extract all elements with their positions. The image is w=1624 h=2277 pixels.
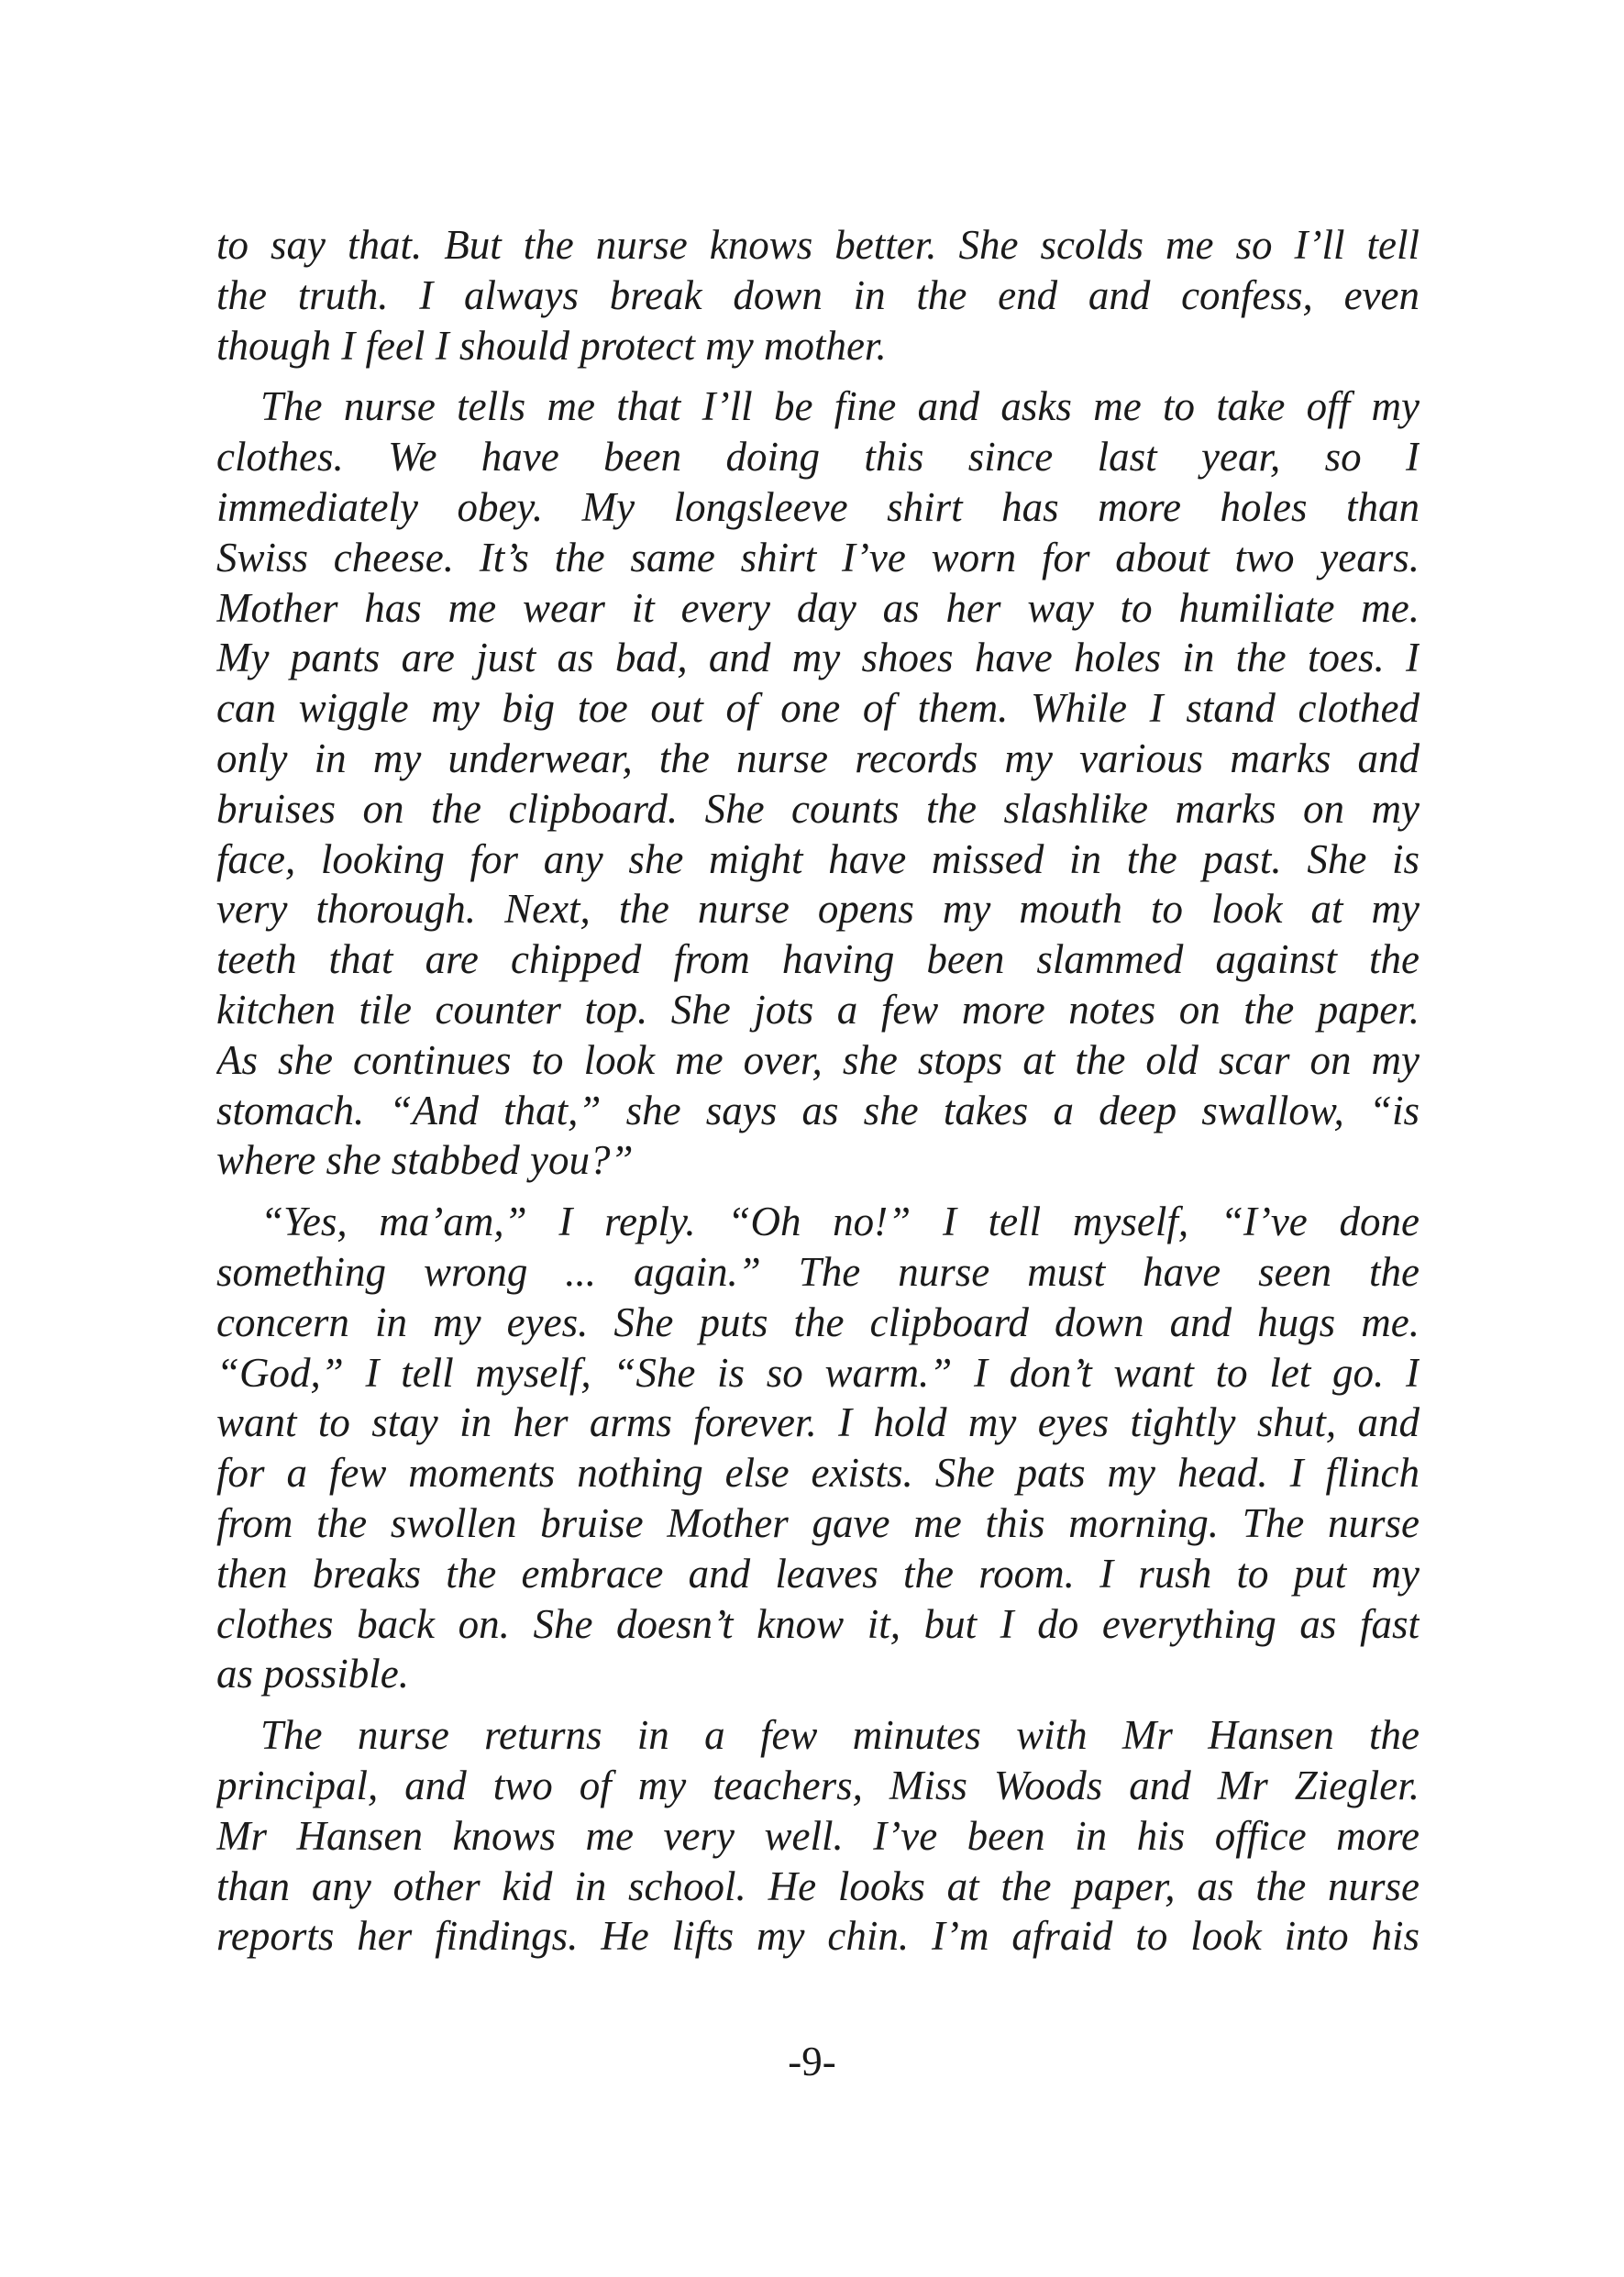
paragraph-2	[216, 381, 1420, 1186]
text-line: kitchen tile counter top. She jots a few more notes on the paper.	[216, 986, 1420, 1033]
text-line: immediately obey. My longsleeve shirt has more holes than	[216, 483, 1420, 530]
text-line: As she continues to look me over, she stops at the old scar on my	[216, 1036, 1420, 1083]
paragraph-4	[216, 1710, 1420, 1962]
paragraph-1	[216, 220, 1420, 370]
text-line: stomach. “And that,” she says as she takes a deep swallow, “is	[216, 1087, 1420, 1133]
text-line: for a few moments nothing else exists. She pats my head. I flinch	[216, 1450, 1420, 1497]
text-line: where she stabbed you?”	[216, 1137, 634, 1184]
text-line: The nurse returns in a few minutes with Mr Hansen the	[260, 1712, 1420, 1759]
text-line: something wrong ... again.” The nurse must have seen the	[216, 1248, 1420, 1295]
text-line: principal, and two of my teachers, Miss Woods and Mr Ziegler.	[216, 1762, 1420, 1808]
paragraph-3	[216, 1197, 1420, 1699]
text-line: as possible.	[216, 1651, 410, 1697]
text-line: then breaks the embrace and leaves the room. I rush to put my	[216, 1550, 1420, 1597]
text-line: “Yes, ma’am,” I reply. “Oh no!” I tell myself, “I’ve done	[260, 1199, 1420, 1245]
text-line: though I feel I should protect my mother.	[216, 322, 887, 369]
text-line: Mother has me wear it every day as her way to humiliate me.	[216, 584, 1420, 631]
paragraph-gap	[216, 1186, 1420, 1197]
text-line: teeth that are chipped from having been slammed against the	[216, 936, 1420, 983]
text-line: very thorough. Next, the nurse opens my mouth to look at my	[216, 886, 1420, 933]
text-line: “God,” I tell myself, “She is so warm.” I don’t want to let go. I	[216, 1349, 1420, 1396]
text-line: from the swollen bruise Mother gave me this morning. The nurse	[216, 1499, 1420, 1546]
paragraph-gap	[216, 370, 1420, 381]
text-line: clothes. We have been doing this since last year, so I	[216, 434, 1420, 481]
text-line: concern in my eyes. She puts the clipboard down and hugs me.	[216, 1299, 1420, 1345]
page-number: -9-	[788, 2039, 836, 2084]
text-line: than any other kid in school. He looks at the paper, as the nurse	[216, 1862, 1420, 1909]
text-line: want to stay in her arms forever. I hold my eyes tightly shut, and	[216, 1399, 1420, 1446]
text-line: Swiss cheese. It’s the same shirt I’ve worn for about two years.	[216, 534, 1420, 580]
text-line: bruises on the clipboard. She counts the slashlike marks on my	[216, 785, 1420, 832]
text-line: the truth. I always break down in the end and confess, even	[216, 271, 1420, 318]
text-line: clothes back on. She doesn’t know it, but I do everything as fast	[216, 1600, 1420, 1647]
text-line: to say that. But the nurse knows better. She scolds me so I’ll tell	[216, 222, 1420, 268]
text-line: The nurse tells me that I’ll be fine and asks me to take off my	[260, 383, 1420, 430]
text-line: reports her findings. He lifts my chin. I’m afraid to look into his	[216, 1913, 1420, 1960]
page-body	[216, 220, 1420, 1962]
text-line: can wiggle my big toe out of one of them. While I stand clothed	[216, 685, 1420, 732]
text-line: face, looking for any she might have missed in the past. She is	[216, 835, 1420, 882]
text-line: only in my underwear, the nurse records my various marks and	[216, 735, 1420, 781]
paragraph-gap	[216, 1699, 1420, 1710]
text-line: Mr Hansen knows me very well. I’ve been in his office more	[216, 1812, 1420, 1859]
text-line: My pants are just as bad, and my shoes have holes in the toes. I	[216, 635, 1420, 681]
